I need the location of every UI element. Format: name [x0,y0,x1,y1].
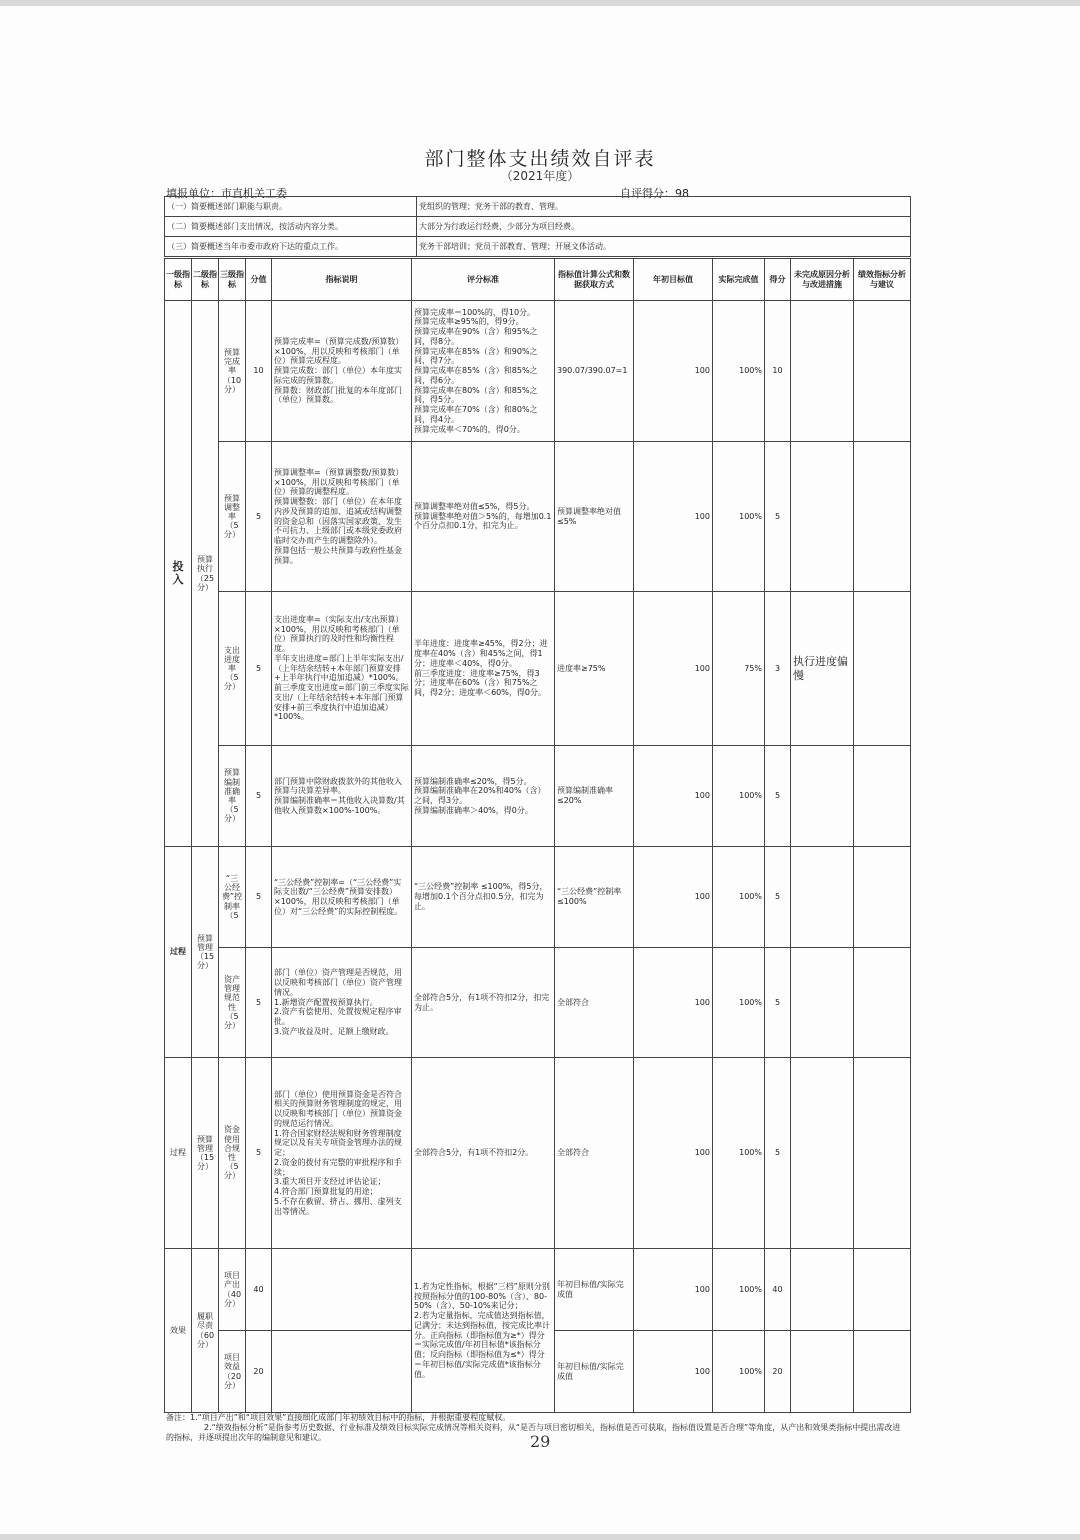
reporting-unit: 填报单位：市直机关工委 [166,187,287,200]
reason-cell [791,442,854,592]
summary-label: （三）简要概述当年市委市政府下达的重点工作。 [165,237,417,257]
got-cell: 3 [765,592,791,746]
advice-cell [854,746,911,847]
col-level3: 三级指标 [219,259,246,301]
actual-cell: 100% [713,847,765,948]
got-cell: 40 [765,1249,791,1331]
description-cell: 预算调整率=（预算调整数/预算数）×100%，用以反映和考核部门（单位）预算的调整程度。 预算调整数：部门（单位）在本年度内涉及预算的追加、追减或结构调整的资金总和（因落实国家政策、发生不可抗力、上级部门或本级党委政府临时交办而产生的调整除外）。 预算包括一般公共预算与政府性基金预算。 [272,442,412,592]
summary-value: 党组织的管理；党务干部的教育、管理。 [417,197,911,217]
actual-cell: 100% [713,948,765,1058]
target-cell: 100 [634,948,713,1058]
page-title: 部门整体支出绩效自评表 [424,148,656,170]
actual-cell: 100% [713,1331,765,1413]
actual-cell: 100% [713,746,765,847]
standard-cell: “三公经费”控制率 ≤100%，得5分，每增加0.1个百分点扣0.5分，扣完为止。 [412,847,555,948]
col-description: 指标说明 [272,259,412,301]
target-cell: 100 [634,746,713,847]
summary-row [165,237,911,257]
got-cell: 20 [765,1331,791,1413]
score-cell: 5 [246,746,272,847]
level2-cell: 预算管理（15分） [192,1058,219,1249]
footnote-1: 备注：1.“项目产出”和“项目效果”直接细化成部门年初绩效目标中的指标，并根据重要程度赋权。 [166,1413,511,1422]
target-cell: 100 [634,592,713,746]
summary-table [164,196,911,257]
formula-cell: 年初目标值/实际完成值 [555,1249,634,1331]
level2-cell: 预算管理（15分） [192,847,219,1058]
level1-cell: 投入 [165,301,192,847]
col-score: 分值 [246,259,272,301]
level3-cell: 项目产出（40分） [219,1249,246,1331]
self-score: 自评得分：98 [620,187,689,200]
col-got: 得分 [765,259,791,301]
level3-cell: “三公经费”控制率（5 [219,847,246,948]
formula-cell: “三公经费”控制率 ≤100% [555,847,634,948]
actual-cell: 100% [713,1058,765,1249]
summary-value: 党务干部培训；党员干部教育、管理；开展文体活动。 [417,237,911,257]
col-target: 年初目标值 [634,259,713,301]
standard-cell: 预算编制准确率≤20%，得5分。 预算编制准确率在20%和40%（含）之间，得3分。 预算编制准确率＞40%，得0分。 [412,746,555,847]
level3-cell: 支出进度率（5分） [219,592,246,746]
standard-cell: 全部符合5分，有1项不符扣2分，扣完为止。 [412,948,555,1058]
score-cell: 5 [246,442,272,592]
col-level2: 二级指标 [192,259,219,301]
standard-cell: 半年进度：进度率≥45%，得2分；进度率在40%（含）和45%之间，得1分；进度率＜40%，得0分。 前三季度进度：进度率≥75%，得3分；进度率在60%（含）和75%之间，得2分；进度率＜60%，得0分。 [412,592,555,746]
description-cell: 部门预算中除财政拨款外的其他收入预算与决算差异率。 预算编制准确率＝其他收入决算数/其他收入预算数×100%-100%。 [272,746,412,847]
page-number: 29 [530,1432,551,1451]
got-cell: 5 [765,442,791,592]
table-row [165,592,911,746]
standard-cell: 预算完成率＝100%的，得10分。 预算完成率≥95%的，得9分。 预算完成率在90%（含）和95%之间，得8分。 预算完成率在85%（含）和90%之间，得7分。 预算完成率在85%（含）和85%之间，得6分。 预算完成率在80%（含）和85%之间，得5分。 预算完成率在70%（含）和80%之间，得4分。 预算完成率＜70%的，得0分。 [412,301,555,442]
got-cell: 5 [765,746,791,847]
advice-cell [854,301,911,442]
formula-cell: 390.07/390.07=1 [555,301,634,442]
table-row [165,746,911,847]
col-level1: 一级指标 [165,259,192,301]
score-cell: 5 [246,847,272,948]
actual-cell: 100% [713,442,765,592]
level3-cell: 预算调整率（5分） [219,442,246,592]
level2-cell: 预算执行（25分） [192,301,219,847]
table-row [165,301,911,442]
level1-cell: 效果 [165,1249,192,1413]
advice-cell [854,948,911,1058]
level3-cell: 项目效益（20分） [219,1331,246,1413]
description-cell [272,1331,412,1413]
score-cell: 5 [246,1058,272,1249]
standard-cell: 预算调整率绝对值≤5%，得5分。 预算调整率绝对值＞5%的，每增加0.1个百分点扣0.1分，扣完为止。 [412,442,555,592]
formula-cell: 预算调整率绝对值≤5% [555,442,634,592]
target-cell: 100 [634,1058,713,1249]
score-cell: 10 [246,301,272,442]
reason-cell [791,1249,854,1331]
reason-cell: 执行进度偏慢 [791,592,854,746]
advice-cell [854,1249,911,1331]
level2-cell: 履职尽责（60分） [192,1249,219,1413]
footnote-2: 2.“绩效指标分析”是指参考历史数据、行业标准及绩效目标实际完成情况等相关资料，从“是否与项目密切相关，指标值是否可获取，指标值设置是否合理”等角度，从产出和效果类指标中提出需改进的指标，并逐项提出次年的编制意见和建议。 [166,1423,901,1442]
col-reason: 未完成原因分析与改进措施 [791,259,854,301]
target-cell: 100 [634,1249,713,1331]
advice-cell [854,442,911,592]
summary-label: （一）简要概述部门职能与职责。 [165,197,417,217]
col-formula: 指标值计算公式和数据获取方式 [555,259,634,301]
advice-cell [854,592,911,746]
advice-cell [854,1331,911,1413]
description-cell: 部门（单位）资产管理是否规范，用以反映和考核部门（单位）资产管理情况。 1.新增资产配置按预算执行。 2.资产有偿使用、处置按规定程序审批。 3.资产收益及时、足额上缴财政。 [272,948,412,1058]
level3-cell: 资金使用合规性（5分） [219,1058,246,1249]
got-cell: 5 [765,1058,791,1249]
table-row [165,1249,911,1331]
formula-cell: 年初目标值/实际完成值 [555,1331,634,1413]
reason-cell [791,301,854,442]
actual-cell: 100% [713,1249,765,1331]
standard-cell: 全部符合5分，有1项不符扣2分。 [412,1058,555,1249]
score-cell: 40 [246,1249,272,1331]
summary-row [165,217,911,237]
table-row [165,948,911,1058]
col-actual: 实际完成值 [713,259,765,301]
description-cell: 预算完成率=（预算完成数/预算数）×100%，用以反映和考核部门（单位）预算完成程度。 预算完成数：部门（单位）本年度实际完成的预算数。 预算数：财政部门批复的本年度部门（单位）预算数。 [272,301,412,442]
description-cell: 支出进度率=（实际支出/支出预算）×100%，用以反映和考核部门（单位）预算执行的及时性和均衡性程度。 半年支出进度=部门上半年实际支出/（上年结余结转+本年部门预算安排+上半年执行中追加追减）*100%。 前三季度支出进度=部门前三季度实际支出/（上年结余结转+本年部门预算安排+前三季度执行中追加追减）*100%。 [272,592,412,746]
formula-cell: 全部符合 [555,1058,634,1249]
table-row [165,442,911,592]
table-row [165,847,911,948]
level1-cell: 过程 [165,1058,192,1249]
description-cell [272,1249,412,1331]
level3-cell: 资产管理规范性（5分） [219,948,246,1058]
standard-cell: 1.若为定性指标，根据“三档”原则分别按照指标分值的100-80%（含）、80-50%（含）、50-10%来记分； 2.若为定量指标，完成值达到指标值，记满分；未达到指标值，按完成比率计分。正向指标（即指标值为≥*）得分＝实际完成值/年初目标值*该指标分值；反向指标（即指标值为≤*）得分＝年初目标值/实际完成值*该指标分值。 [412,1249,555,1413]
evaluation-table [164,258,911,1413]
report-year: （2021年度） [500,169,580,183]
description-cell: “三公经费”控制率=（“三公经费”实际支出数/“三公经费”预算安排数）×100%，用以反映和考核部门（单位）对“三公经费”的实际控制程度。 [272,847,412,948]
table-row [165,1058,911,1249]
description-cell: 部门（单位）使用预算资金是否符合相关的预算财务管理制度的规定，用以反映和考核部门（单位）预算资金的规范运行情况。 1.符合国家财经法规和财务管理制度规定以及有关专项资金管理办法的规定； 2.资金的拨付有完整的审批程序和手续； 3.重大项目开支经过评估论证； 4.符合部门预算批复的用途； 5.不存在截留、挤占、挪用、虚列支出等情况。 [272,1058,412,1249]
actual-cell: 100% [713,301,765,442]
reason-cell [791,847,854,948]
score-cell: 5 [246,592,272,746]
target-cell: 100 [634,1331,713,1413]
col-advice: 绩效指标分析与建议 [854,259,911,301]
col-standard: 评分标准 [412,259,555,301]
summary-value: 大部分为行政运行经费，少部分为项目经费。 [417,217,911,237]
summary-row [165,197,911,217]
formula-cell: 预算编制准确率≤20% [555,746,634,847]
reason-cell [791,1058,854,1249]
score-cell: 20 [246,1331,272,1413]
header-row [165,259,911,301]
target-cell: 100 [634,301,713,442]
got-cell: 5 [765,948,791,1058]
actual-cell: 75% [713,592,765,746]
formula-cell: 进度率≥75% [555,592,634,746]
target-cell: 100 [634,442,713,592]
formula-cell: 全部符合 [555,948,634,1058]
target-cell: 100 [634,847,713,948]
reason-cell [791,948,854,1058]
reason-cell [791,1331,854,1413]
got-cell: 5 [765,847,791,948]
got-cell: 10 [765,301,791,442]
level1-cell: 过程 [165,847,192,1058]
advice-cell [854,847,911,948]
level3-cell: 预算编制准确率（5分） [219,746,246,847]
summary-label: （二）简要概述部门支出情况，按活动内容分类。 [165,217,417,237]
level3-cell: 预算完成率（10分） [219,301,246,442]
advice-cell [854,1058,911,1249]
reason-cell [791,746,854,847]
score-cell: 5 [246,948,272,1058]
